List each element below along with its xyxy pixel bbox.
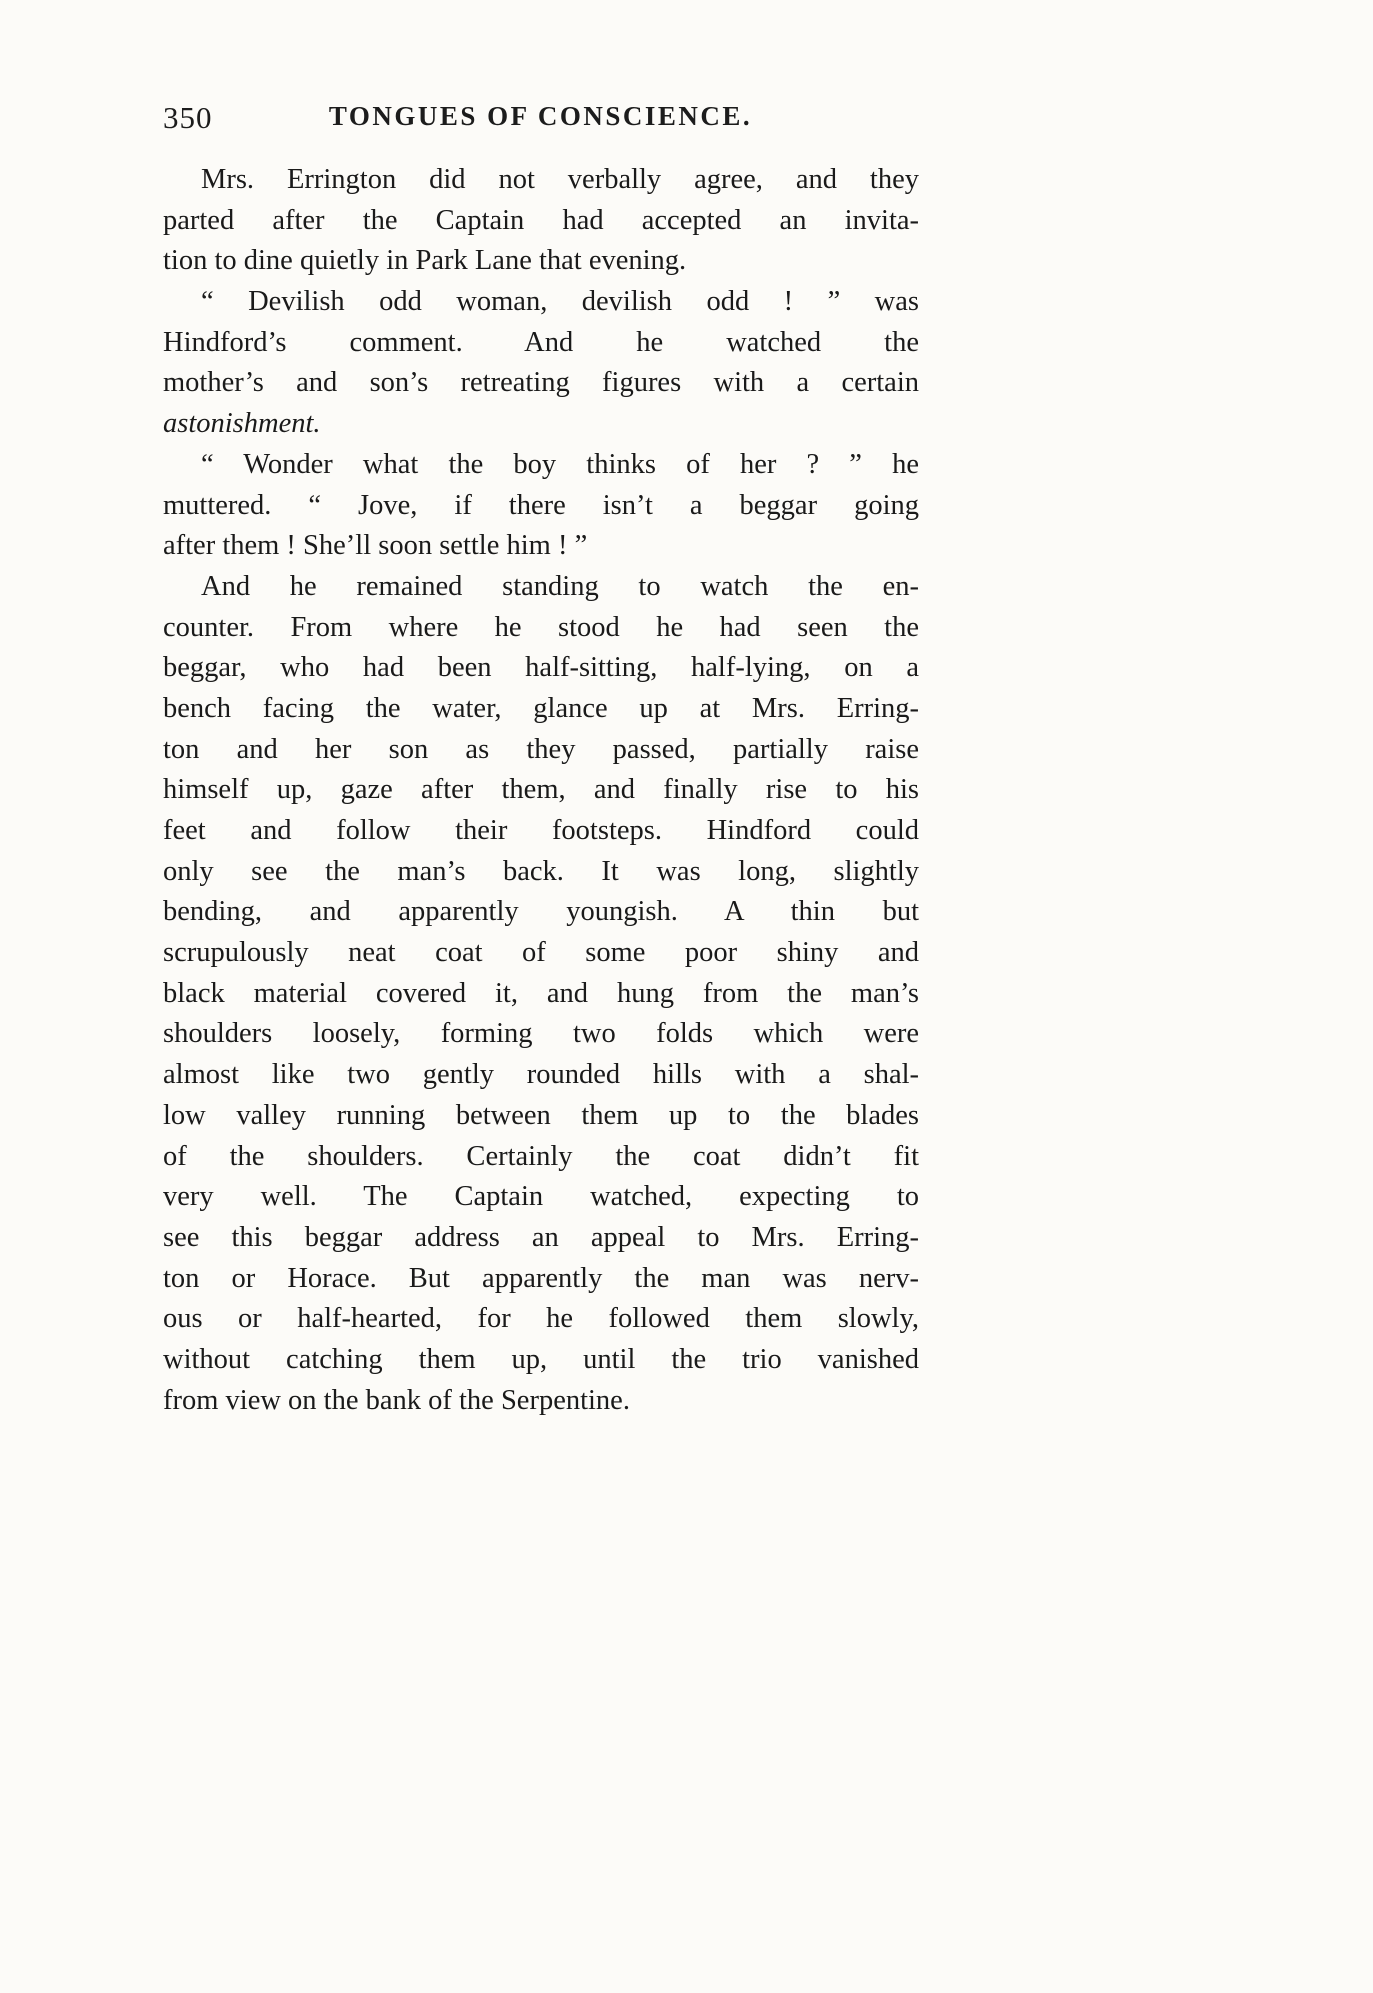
text-line: shoulders loosely, forming two folds which were [163, 1018, 919, 1050]
text-line: “ Wonder what the boy thinks of her ? ” he [201, 448, 919, 480]
text-line: Hindford’s comment. And he watched the [163, 326, 919, 358]
text-line: very well. The Captain watched, expecting to [163, 1181, 919, 1213]
paragraph [163, 445, 919, 567]
text-line: only see the man’s back. It was long, slightly [163, 855, 919, 887]
paragraph [163, 160, 919, 282]
text-line: almost like two gently rounded hills with a shal- [163, 1059, 919, 1091]
text-line: scrupulously neat coat of some poor shiny and [163, 937, 919, 969]
text-line: himself up, gaze after them, and finally rise to his [163, 774, 919, 806]
page-number: 350 [163, 100, 213, 135]
text-line: low valley running between them up to the blades [163, 1099, 919, 1131]
text-line: without catching them up, until the trio vanished [163, 1343, 919, 1375]
page-header [163, 98, 918, 140]
text-block [163, 160, 919, 1421]
text-line: ton or Horace. But apparently the man was nerv- [163, 1262, 919, 1294]
text-line: muttered. “ Jove, if there isn’t a beggar going [163, 489, 919, 521]
text-line: Mrs. Errington did not verbally agree, and they [201, 164, 919, 195]
text-line: ous or half-hearted, for he followed them slowly, [163, 1303, 919, 1335]
paragraph [163, 282, 919, 445]
text-line: beggar, who had been half-sitting, half-lying, on a [163, 652, 919, 684]
text-line: counter. From where he stood he had seen the [163, 611, 919, 643]
text-line: mother’s and son’s retreating figures with a certain [163, 367, 919, 399]
text-line: feet and follow their footsteps. Hindford could [163, 815, 919, 846]
text-line: see this beggar address an appeal to Mrs. Erring- [163, 1221, 919, 1253]
text-line: black material covered it, and hung from the man’s [163, 977, 919, 1009]
text-line: tion to dine quietly in Park Lane that evening. [163, 245, 687, 277]
text-line: “ Devilish odd woman, devilish odd ! ” was [201, 286, 919, 318]
paragraph [163, 567, 919, 1421]
text-line: astonishment. [163, 408, 321, 440]
text-line: bending, and apparently youngish. A thin but [163, 896, 919, 928]
running-title: TONGUES OF CONSCIENCE. [328, 101, 753, 131]
text-line: ton and her son as they passed, partially raise [163, 733, 919, 765]
text-line: parted after the Captain had accepted an invita- [163, 204, 919, 236]
text-line: from view on the bank of the Serpentine. [163, 1384, 630, 1416]
text-line: And he remained standing to watch the en- [201, 570, 919, 602]
text-line: after them ! She’ll soon settle him ! ” [163, 530, 588, 562]
text-line: bench facing the water, glance up at Mrs. Erring- [163, 692, 919, 724]
text-line: of the shoulders. Certainly the coat didn’t fit [163, 1140, 919, 1172]
